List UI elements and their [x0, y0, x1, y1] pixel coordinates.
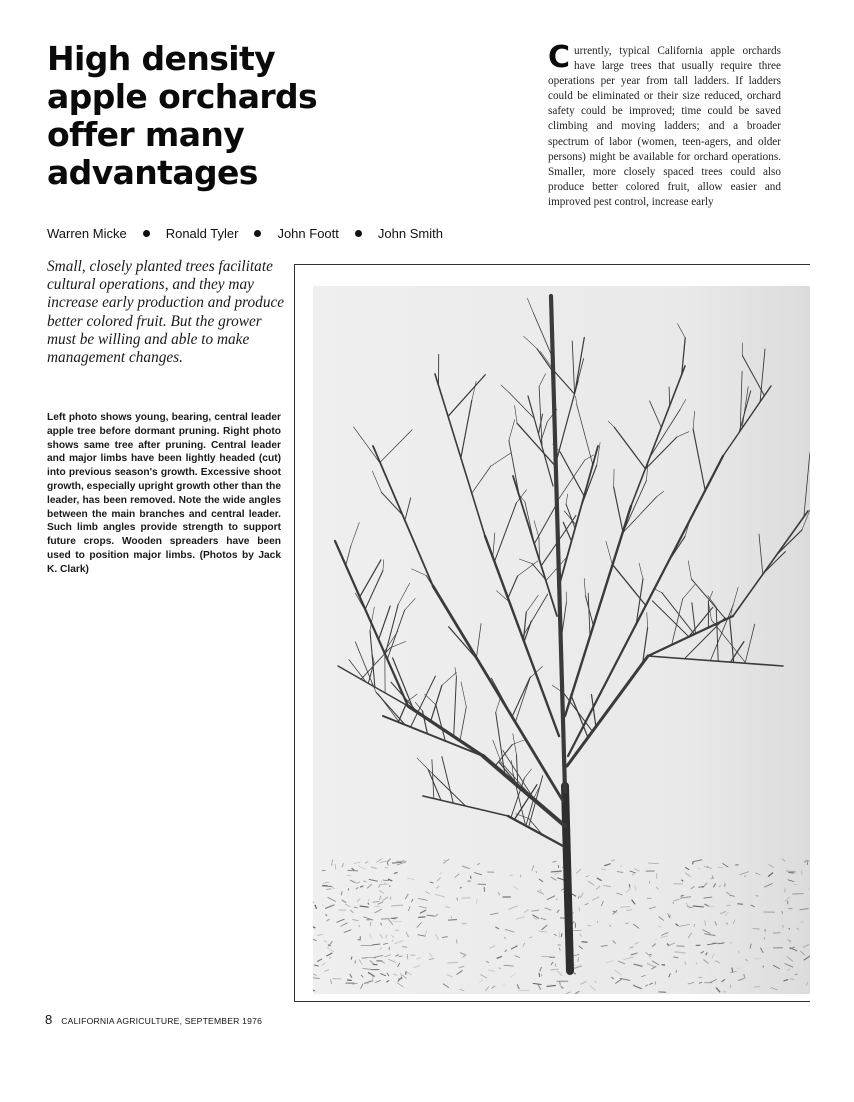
grass-blade: [359, 925, 360, 927]
grass-blade: [582, 942, 588, 943]
frame-rule-bottom: [294, 1001, 810, 1002]
title-line: advantages: [47, 153, 258, 192]
grass-blade: [470, 876, 471, 879]
article-title: [47, 40, 347, 192]
grass-blade: [461, 898, 470, 899]
grass-blade: [753, 929, 760, 930]
grass-blade: [738, 904, 743, 905]
grass-blade: [707, 866, 708, 868]
photo-caption: Left photo shows young, bearing, central leader apple tree before dormant pruning. Right photo shows same tree after pruning. Central leader and major limbs have been lightly headed (cut) into previous season's growth. Excessive shoot growth, especially upright growth other than the leader, has been removed. Note the wide angles between the main branches and central leader. Such limb angles provide strength to support future crops. Wooden spreaders have been used to position major limbs. (Photos by Jack K. Clark): [47, 412, 281, 575]
grass-blade: [773, 933, 781, 934]
grass-blade: [341, 891, 342, 895]
grass-blade: [754, 987, 760, 988]
grass-blade: [801, 922, 804, 923]
author-name: John Smith: [377, 225, 443, 241]
grass-blade: [629, 884, 630, 888]
bullet-separator: [355, 230, 362, 237]
grass-blade: [373, 964, 378, 965]
grass-blade: [391, 905, 403, 906]
grass-blade: [448, 920, 457, 921]
photo-frame: [294, 264, 810, 1002]
grass-blade: [732, 968, 733, 973]
page-number: 8: [45, 1012, 53, 1027]
grass-blade: [539, 973, 540, 977]
grass-blade: [447, 962, 458, 963]
grass-blade: [620, 907, 630, 908]
grass-blade: [785, 888, 786, 892]
author-name: Ronald Tyler: [165, 225, 239, 241]
grass-blade: [332, 979, 341, 980]
grass-blade: [676, 970, 677, 973]
title-line: High density: [47, 39, 276, 78]
author-name: Warren Micke: [47, 225, 127, 241]
page-footer: [45, 1012, 262, 1028]
grass-blade: [613, 911, 617, 912]
frame-rule-top: [294, 264, 810, 265]
title-line: apple orchards: [47, 77, 318, 116]
title-line: offer many: [47, 115, 245, 154]
grass-blade: [347, 980, 352, 981]
intro-paragraph: [548, 44, 781, 244]
author-name: John Foott: [277, 225, 339, 241]
intro-text: urrently, typical California apple orchards have large trees that usually require three operations per year from tall ladders. If ladders could be eliminated or their size reduced, orchard safety could be improved; time could be saved climbing and moving ladders; and a broader spectrum of labor (women, teen-agers, and older persons) might be available for orchard operations. Smaller, more closely spaced trees could also produce better colored fruit, allow easier and improved pest control, increase early: [548, 45, 781, 208]
article-dek: Small, closely planted trees facilitate cultural operations, and they may increase early production and produce better colored fruit. But the grower must be willing and able to make management changes.: [47, 258, 285, 367]
grass-blade: [362, 958, 367, 959]
grass-blade: [478, 884, 486, 885]
bullet-separator: [143, 230, 150, 237]
drop-cap: C: [548, 44, 571, 75]
grass-blade: [673, 957, 678, 958]
author-byline: [47, 222, 467, 244]
grass-blade: [392, 918, 397, 919]
bullet-separator: [254, 230, 261, 237]
grass-blade: [578, 957, 579, 962]
grass-blade: [451, 916, 452, 918]
grass-blade: [560, 981, 561, 985]
grass-blade: [348, 870, 359, 871]
frame-rule-left: [294, 264, 295, 1002]
grass-blade: [694, 924, 695, 927]
grass-blade: [551, 969, 559, 970]
grass-blade: [418, 917, 425, 918]
tree-twig: [669, 387, 670, 406]
grass-blade: [558, 945, 561, 946]
apple-tree-photo: [313, 286, 810, 994]
grass-blade: [457, 898, 458, 901]
tree-illustration: [313, 286, 810, 994]
grass-blade: [390, 885, 391, 887]
grass-blade: [626, 910, 632, 911]
tree-trunk: [565, 786, 570, 971]
grass-blade: [399, 956, 403, 957]
grass-blade: [756, 895, 759, 896]
journal-name: CALIFORNIA AGRICULTURE, SEPTEMBER 1976: [61, 1016, 263, 1026]
